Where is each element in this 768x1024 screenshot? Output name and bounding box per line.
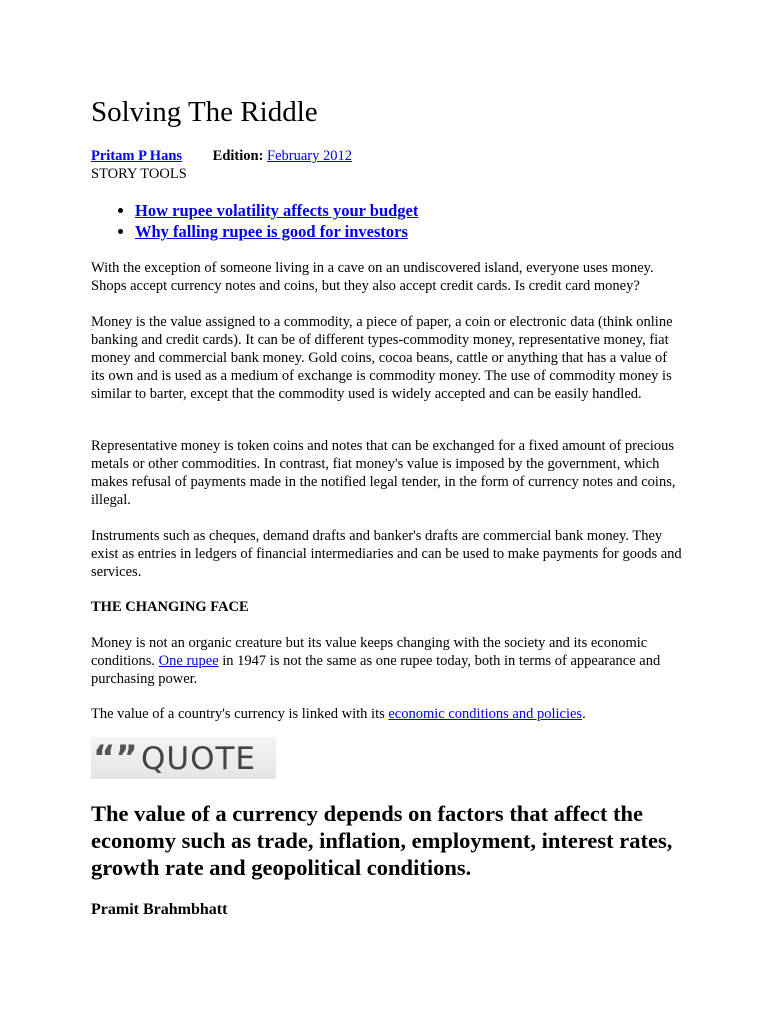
article-title: Solving The Riddle [91,96,318,128]
related-link-falling-rupee[interactable]: Why falling rupee is good for investors [135,222,408,241]
related-links-list [91,200,418,242]
story-tools-label: STORY TOOLS [91,166,187,182]
paragraph-3: Representative money is token coins and notes that can be exchanged for a fixed amount of precious metals or other commodities. In contrast, fiat money's value is imposed by the government, which makes refusal of payments made in the notified legal tender, in the form of currency notes and coins, illegal. [91,438,676,508]
paragraph-6-text-end: . [582,706,586,722]
list-item [135,221,418,242]
paragraph-2: Money is the value assigned to a commodity, a piece of paper, a coin or electronic data (think online banking and credit cards). It can be of different types-commodity money, representative money, fiat money and commercial bank money. Gold coins, cocoa beans, cattle or anything that has a value of its own and is used as a medium of exchange is commodity money. The use of commodity money is similar to barter, except that the commodity used is widely accepted and can be easily handled. [91,314,673,402]
byline [91,147,352,165]
section-subheading: THE CHANGING FACE [91,599,249,615]
paragraph-1: With the exception of someone living in a cave on an undiscovered island, everyone uses money. Shops accept currency notes and coins, but they also accept credit cards. Is credit card money? [91,260,654,294]
pull-quote: The value of a currency depends on factors that affect the economy such as trade, inflation, employment, interest rates, growth rate and geopolitical conditions. [91,801,673,880]
quote-badge-label: QUOTE [141,741,257,777]
one-rupee-link[interactable]: One rupee [158,653,219,669]
paragraph-5-text-end: in 1947 is not the same as one rupee today, both in terms of appearance and purchasing power. [91,653,661,687]
paragraph-4: Instruments such as cheques, demand drafts and banker's drafts are commercial bank money. They exist as entries in ledgers of financial intermediaries and can be used to make payments for goods and services. [91,528,682,580]
paragraph-5-text-start: Money is not an organic creature but its value keeps changing with the society and its economic conditions. [91,635,648,669]
related-link-rupee-volatility[interactable]: How rupee volatility affects your budget [135,201,419,220]
quote-marks-icon: “” [93,738,138,778]
edition-label: Edition: [212,148,264,164]
paragraph-5 [91,634,683,688]
list-item [135,200,418,221]
paragraph-6 [91,705,683,723]
edition-link[interactable]: February 2012 [267,148,353,164]
economic-conditions-link[interactable]: economic conditions and policies [388,706,583,722]
quote-badge [91,737,276,779]
author-link[interactable]: Pritam P Hans [91,148,183,164]
paragraph-6-text-start: The value of a country's currency is linked with its [91,706,389,722]
quote-author: Pramit Brahmbhatt [91,901,228,918]
